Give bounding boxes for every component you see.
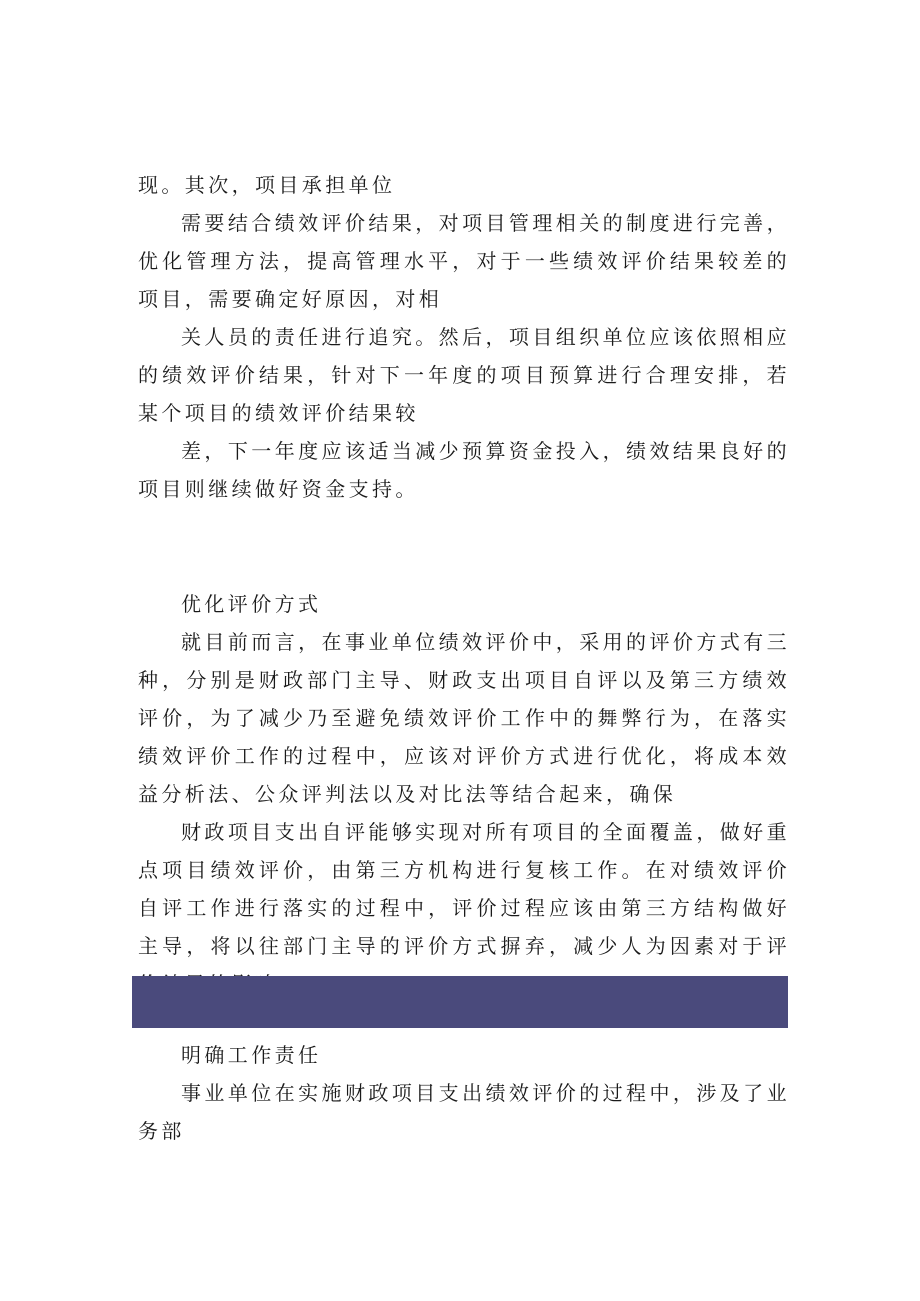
decorative-band — [132, 976, 788, 1028]
paragraph: 需要结合绩效评价结果，对项目管理相关的制度进行完善，优化管理方法，提高管理水平，对于一些绩效评价结果较差的项目，需要确定好原因，对相 — [138, 211, 790, 311]
section-heading-clarify-responsibility: 明确工作责任 — [181, 1043, 322, 1067]
paragraph: 关人员的责任进行追究。然后，项目组织单位应该依照相应的绩效评价结果，针对下一年度的项目预算进行合理安排，若某个项目的绩效评价结果较 — [138, 325, 790, 425]
paragraph: 财政项目支出自评能够实现对所有项目的全面覆盖，做好重点项目绩效评价，由第三方机构进行复核工作。在对绩效评价自评工作进行落实的过程中，评价过程应该由第三方结构做好主导，将以往部门主导的评价方式摒弃，减少人为因素对于评 — [138, 820, 790, 958]
paragraph: 差，下一年度应该适当减少预算资金投入，绩效结果良好的项目则继续做好资金支持。 — [138, 439, 790, 501]
paragraph-continuation: 现。其次，项目承担单位 — [138, 173, 396, 197]
section-gap — [138, 508, 790, 585]
paragraph: 就目前而言，在事业单位绩效评价中，采用的评价方式有三种，分别是财政部门主导、财政支出项目自评以及第三方绩效评价，为了减少乃至避免绩效评价工作中的舞弊行为，在落实绩效评价工作的过程中，应该对评价方式进行优化，将成本效益分析法、公众评判法以及对比法等结合起来，确保 — [138, 630, 790, 806]
section-heading-optimize-method: 优化评价方式 — [181, 592, 322, 616]
document-body-continued — [138, 1036, 790, 1150]
document-body — [138, 166, 790, 1003]
paragraph: 事业单位在实施财政项目支出绩效评价的过程中，涉及了业务部 — [138, 1081, 790, 1143]
